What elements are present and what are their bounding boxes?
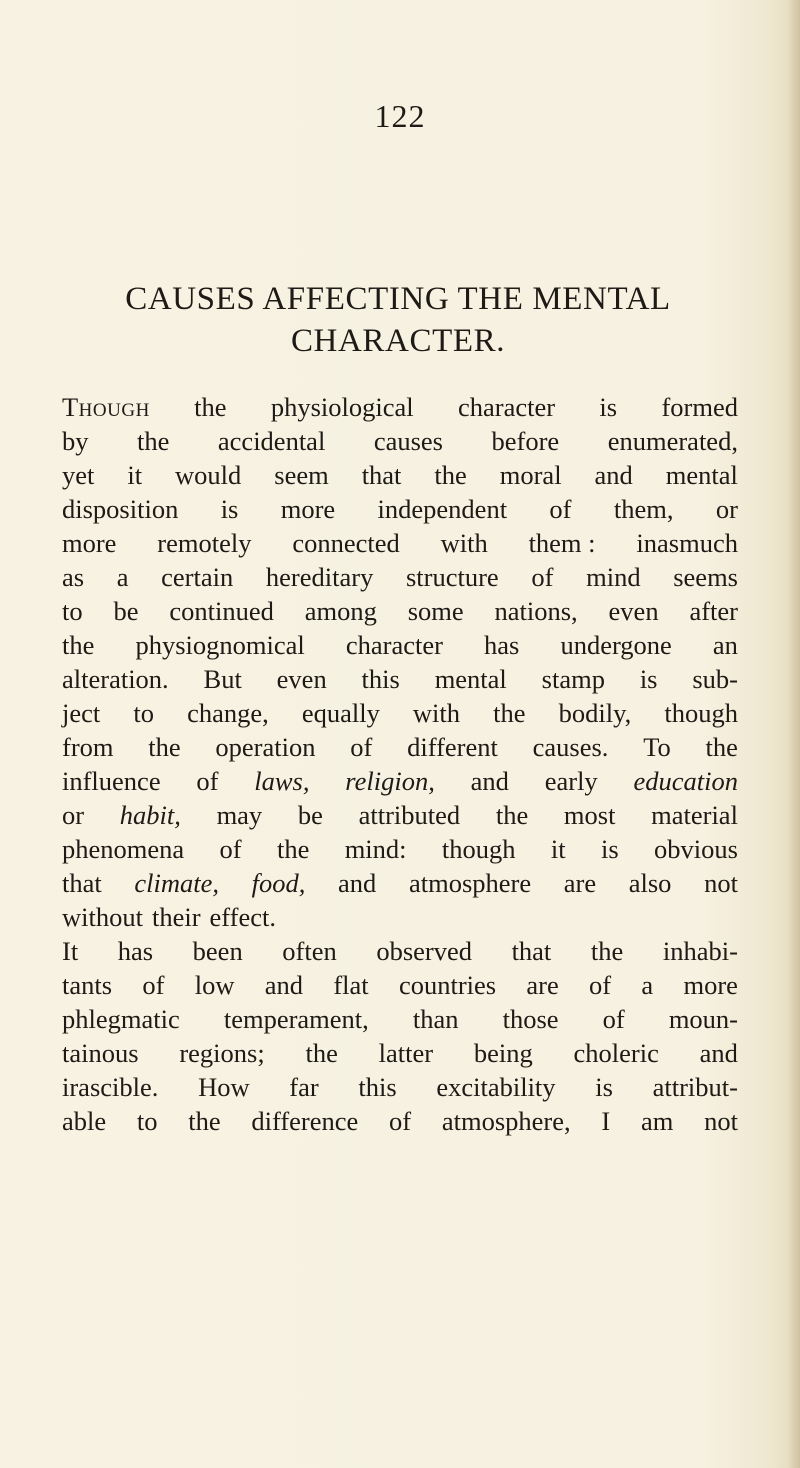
- word: effect.: [209, 902, 276, 932]
- word: of: [389, 1106, 412, 1136]
- word: not: [704, 868, 738, 898]
- text-line: [62, 628, 738, 662]
- word: laws,: [254, 766, 310, 796]
- text-line: [62, 594, 738, 628]
- word: this: [358, 1072, 397, 1102]
- word: the: [590, 936, 624, 966]
- word: the: [194, 392, 227, 422]
- word: as: [62, 562, 85, 592]
- word: flat: [333, 970, 369, 1000]
- word: it: [127, 460, 143, 490]
- word: of: [589, 970, 612, 1000]
- word: operation: [215, 732, 316, 762]
- word: certain: [161, 562, 234, 592]
- word: difference: [251, 1106, 359, 1136]
- word: phenomena: [62, 834, 185, 864]
- word: is: [599, 392, 618, 422]
- word: and: [594, 460, 633, 490]
- word: temperament,: [223, 1004, 369, 1034]
- text-line: [62, 424, 738, 458]
- word: enumerated,: [607, 426, 738, 456]
- word: among: [304, 596, 377, 626]
- word: a: [641, 970, 654, 1000]
- word: an: [712, 630, 738, 660]
- word: hereditary: [265, 562, 374, 592]
- word: been: [192, 936, 243, 966]
- word: climate,: [134, 868, 220, 898]
- word: or: [62, 800, 85, 830]
- word: may: [216, 800, 263, 830]
- text-line: [62, 968, 738, 1002]
- word: has: [117, 936, 154, 966]
- word: material: [651, 800, 738, 830]
- word: more: [280, 494, 336, 524]
- word: far: [289, 1072, 319, 1102]
- word: to: [136, 1106, 158, 1136]
- word: them,: [613, 494, 674, 524]
- word: bodily,: [558, 698, 632, 728]
- word: with: [412, 698, 461, 728]
- word: inasmuch: [636, 528, 738, 558]
- word: physiological: [270, 392, 414, 422]
- page-number: 122: [374, 98, 426, 134]
- word: without: [62, 902, 143, 932]
- chapter-title-line-1: CAUSES AFFECTING THE MENTAL: [125, 281, 671, 317]
- word: seem: [274, 460, 329, 490]
- word: though: [441, 834, 516, 864]
- word: even: [608, 596, 659, 626]
- text-line: [62, 764, 738, 798]
- word: mind: [586, 562, 641, 592]
- text-line: [62, 934, 738, 968]
- word: latter: [378, 1038, 434, 1068]
- word: I: [601, 1106, 611, 1136]
- word: tants: [62, 970, 113, 1000]
- word: of: [602, 1004, 625, 1034]
- word: alteration.: [62, 664, 169, 694]
- word: But: [203, 664, 242, 694]
- word: of: [196, 766, 219, 796]
- text-line: [62, 458, 738, 492]
- word: able: [62, 1106, 107, 1136]
- word: of: [142, 970, 165, 1000]
- word: attributed: [358, 800, 461, 830]
- word: the: [493, 698, 526, 728]
- word: education: [633, 766, 738, 796]
- word: of: [549, 494, 572, 524]
- word: the: [148, 732, 181, 762]
- text-line: [62, 560, 738, 594]
- text-line: [62, 730, 738, 764]
- text-line: [62, 1036, 738, 1070]
- word: than: [412, 1004, 459, 1034]
- word: are: [563, 868, 597, 898]
- word: independent: [377, 494, 508, 524]
- word: to: [133, 698, 154, 728]
- word: the: [434, 460, 467, 490]
- word: How: [198, 1072, 250, 1102]
- word: of: [219, 834, 242, 864]
- word: even: [276, 664, 327, 694]
- text-line: [62, 390, 738, 424]
- word: connected: [292, 528, 400, 558]
- word: irascible.: [62, 1072, 159, 1102]
- word: structure: [405, 562, 499, 592]
- word: the: [137, 426, 170, 456]
- word: are: [526, 970, 559, 1000]
- word: the: [62, 630, 95, 660]
- word: that: [361, 460, 402, 490]
- word: stamp: [541, 664, 605, 694]
- word: the: [276, 834, 310, 864]
- word: different: [407, 732, 498, 762]
- word: yet: [62, 460, 95, 490]
- word: nations,: [494, 596, 578, 626]
- word: attribut-: [652, 1072, 738, 1102]
- word: has: [484, 630, 520, 660]
- word: with: [440, 528, 488, 558]
- word: often: [282, 936, 337, 966]
- word: before: [491, 426, 560, 456]
- word: a: [116, 562, 129, 592]
- word: is: [595, 1072, 613, 1102]
- chapter-title: [62, 278, 734, 362]
- word: regions;: [179, 1038, 265, 1068]
- word: sub-: [692, 664, 738, 694]
- word: continued: [169, 596, 274, 626]
- text-line: [62, 1002, 738, 1036]
- word: mental: [434, 664, 507, 694]
- word: more: [683, 970, 738, 1000]
- word: low: [194, 970, 235, 1000]
- text-line: [62, 866, 738, 900]
- word: is: [220, 494, 239, 524]
- word: change,: [187, 698, 269, 728]
- word: though: [664, 698, 738, 728]
- word: remotely: [157, 528, 252, 558]
- word: character: [458, 392, 556, 422]
- word: observed: [376, 936, 472, 966]
- text-line: [62, 1070, 738, 1104]
- word: physiognomical: [135, 630, 305, 660]
- word: this: [361, 664, 400, 694]
- word: causes.: [532, 732, 609, 762]
- word: am: [640, 1106, 674, 1136]
- word: after: [689, 596, 738, 626]
- word: choleric: [573, 1038, 659, 1068]
- word: It: [62, 936, 79, 966]
- body-text: [62, 390, 738, 1138]
- word: it: [550, 834, 566, 864]
- word: character: [345, 630, 443, 660]
- word: to: [62, 596, 83, 626]
- word: more: [62, 528, 117, 558]
- word: be: [113, 596, 139, 626]
- word: mind:: [344, 834, 407, 864]
- word: obvious: [654, 834, 738, 864]
- word: and: [470, 766, 509, 796]
- word: the: [188, 1106, 221, 1136]
- page-edge-shadow: [788, 0, 800, 1468]
- text-line: [62, 696, 738, 730]
- word: from: [62, 732, 114, 762]
- word: seems: [673, 562, 738, 592]
- word: or: [715, 494, 738, 524]
- word: mental: [665, 460, 738, 490]
- word: the: [305, 1038, 338, 1068]
- text-line: [62, 526, 738, 560]
- word: disposition: [62, 494, 179, 524]
- word: early: [544, 766, 598, 796]
- word: the: [495, 800, 529, 830]
- word: To: [643, 732, 671, 762]
- word: religion,: [345, 766, 435, 796]
- word: most: [563, 800, 616, 830]
- word: also: [628, 868, 672, 898]
- word: by: [62, 426, 89, 456]
- word: them :: [528, 528, 596, 558]
- text-line: [62, 900, 738, 934]
- word: and: [338, 868, 377, 898]
- text-line: [62, 832, 738, 866]
- word: influence: [62, 766, 161, 796]
- word: the: [705, 732, 738, 762]
- text-line: [62, 492, 738, 526]
- word: and: [264, 970, 304, 1000]
- word: tainous: [62, 1038, 139, 1068]
- word: of: [531, 562, 554, 592]
- word: moral: [499, 460, 562, 490]
- word: causes: [373, 426, 443, 456]
- word: those: [502, 1004, 559, 1034]
- word: inhabi-: [662, 936, 738, 966]
- word: formed: [661, 392, 738, 422]
- word: being: [473, 1038, 533, 1068]
- word: Though: [62, 392, 150, 422]
- word: of: [350, 732, 373, 762]
- word: their: [151, 902, 201, 932]
- word: be: [297, 800, 323, 830]
- word: would: [175, 460, 242, 490]
- text-line: [62, 798, 738, 832]
- word: undergone: [560, 630, 672, 660]
- word: habit,: [119, 800, 181, 830]
- word: excitability: [436, 1072, 556, 1102]
- word: equally: [301, 698, 380, 728]
- word: atmosphere: [408, 868, 532, 898]
- text-line: [62, 662, 738, 696]
- word: food,: [251, 868, 306, 898]
- word: atmosphere,: [441, 1106, 571, 1136]
- word: that: [511, 936, 552, 966]
- word: phlegmatic: [62, 1004, 180, 1034]
- word: is: [600, 834, 619, 864]
- word: is: [639, 664, 658, 694]
- word: and: [699, 1038, 738, 1068]
- word: ject: [62, 698, 101, 728]
- word: not: [704, 1106, 738, 1136]
- word: some: [407, 596, 464, 626]
- word: that: [62, 868, 102, 898]
- word: accidental: [217, 426, 326, 456]
- chapter-title-line-2: CHARACTER.: [290, 323, 506, 359]
- word: moun-: [668, 1004, 738, 1034]
- word: countries: [398, 970, 497, 1000]
- text-line: [62, 1104, 738, 1138]
